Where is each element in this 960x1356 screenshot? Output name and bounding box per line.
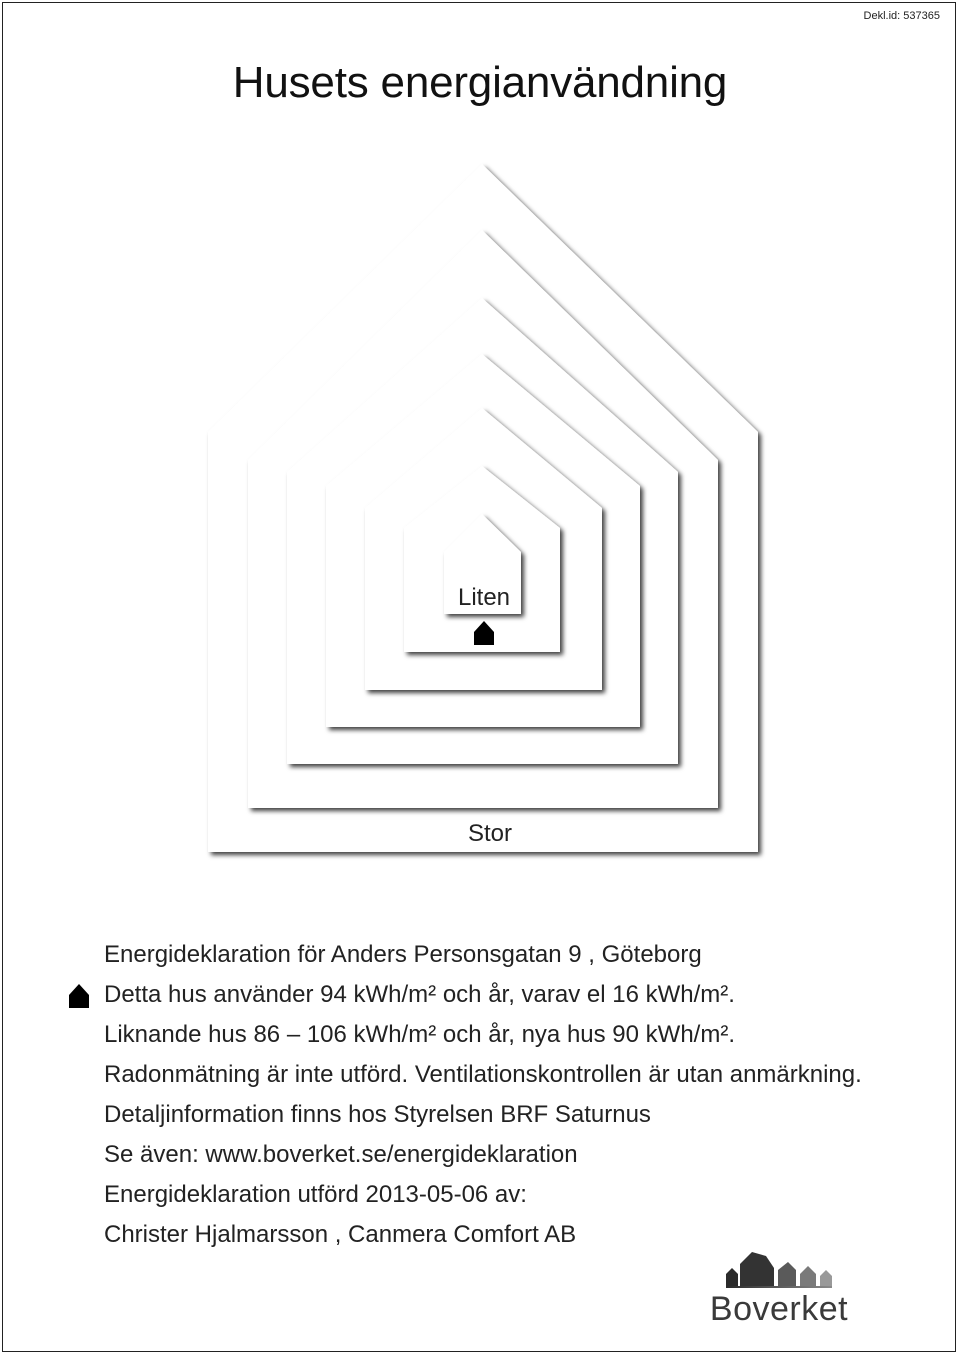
scale-top-label: Liten	[457, 584, 511, 611]
scale-bottom-label: Stor	[467, 820, 513, 847]
info-usage: Detta hus använder 94 kWh/m² och år, varav el 16 kWh/m².	[104, 981, 735, 1008]
boverket-logo-text: Boverket	[709, 1290, 849, 1328]
info-heading: Energideklaration för Anders Personsgatan 9 , Göteborg	[104, 941, 702, 968]
info-radon: Radonmätning är inte utförd. Ventilationskontrollen är utan anmärkning.	[104, 1061, 862, 1088]
declaration-info	[104, 937, 924, 1257]
info-usage-row	[104, 977, 924, 1017]
info-details: Detaljinformation finns hos Styrelsen BRF Saturnus	[104, 1101, 651, 1128]
info-similar: Liknande hus 86 – 106 kWh/m² och år, nya hus 90 kWh/m².	[104, 1021, 735, 1048]
house-marker-icon	[69, 984, 89, 1008]
declaration-id: Dekl.id: 537365	[863, 10, 940, 22]
page-title: Husets energianvändning	[232, 58, 728, 107]
info-see-also: Se även: www.boverket.se/energideklaration	[104, 1141, 578, 1168]
boverket-logo	[704, 1248, 854, 1338]
info-performed: Energideklaration utförd 2013-05-06 av:	[104, 1181, 527, 1208]
info-performer: Christer Hjalmarsson , Canmera Comfort AB	[104, 1221, 577, 1248]
